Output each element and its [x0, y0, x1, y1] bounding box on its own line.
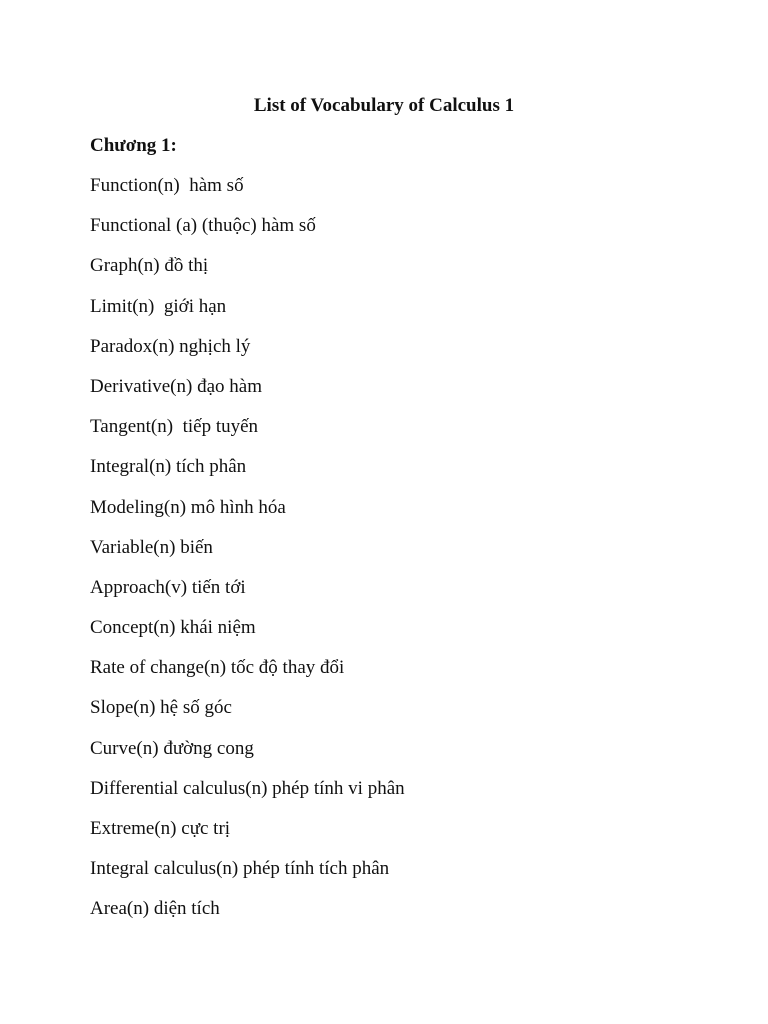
vocabulary-entry: Curve(n) đường cong: [90, 737, 254, 759]
vocabulary-entry: Modeling(n) mô hình hóa: [90, 496, 286, 518]
vocabulary-entry: Approach(v) tiến tới: [90, 576, 246, 598]
vocabulary-entry: Area(n) diện tích: [90, 898, 220, 920]
document-title: List of Vocabulary of Calculus 1: [253, 95, 515, 116]
vocabulary-entry: Differential calculus(n) phép tính vi phân: [90, 777, 405, 799]
vocabulary-entry: Integral(n) tích phân: [90, 456, 247, 478]
vocabulary-entry: Paradox(n) nghịch lý: [90, 335, 251, 357]
vocabulary-entry: Extreme(n) cực trị: [90, 818, 231, 839]
chapter-heading: Chương 1:: [90, 135, 177, 156]
vocabulary-entry: Limit(n) giới hạn: [90, 295, 227, 317]
vocabulary-entry: Function(n) hàm số: [90, 175, 244, 196]
vocabulary-entry: Integral calculus(n) phép tính tích phân: [90, 858, 390, 880]
vocabulary-entry: Functional (a) (thuộc) hàm số: [90, 215, 316, 237]
vocabulary-list: [90, 174, 405, 938]
vocabulary-entry: Variable(n) biến: [90, 536, 213, 558]
vocabulary-entry: Rate of change(n) tốc độ thay đổi: [90, 657, 345, 679]
vocabulary-entry: Derivative(n) đạo hàm: [90, 375, 262, 397]
vocabulary-entry: Tangent(n) tiếp tuyến: [90, 416, 259, 438]
vocabulary-entry: Concept(n) khái niệm: [90, 617, 256, 639]
vocabulary-entry: Slope(n) hệ số góc: [90, 697, 232, 719]
vocabulary-entry: Graph(n) đồ thị: [90, 255, 209, 277]
